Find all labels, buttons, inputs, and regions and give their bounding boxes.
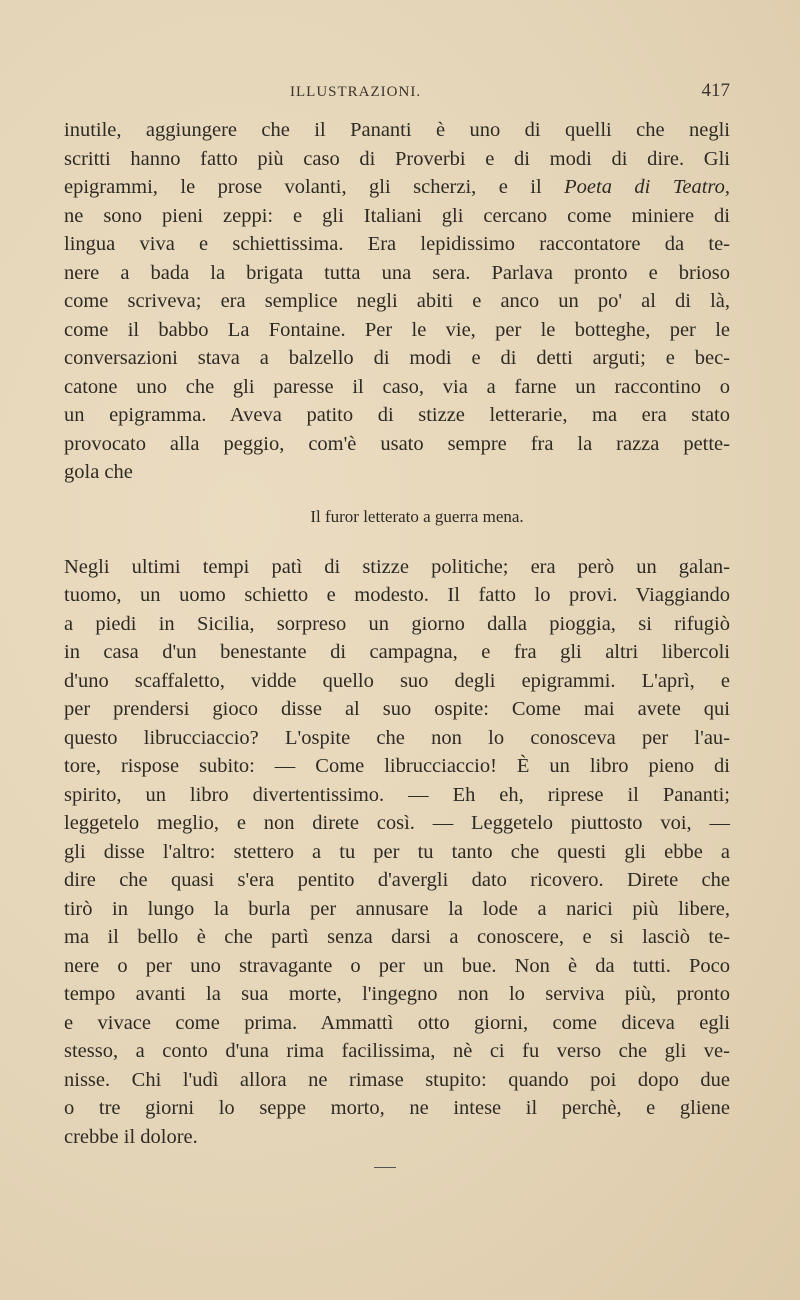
text-line: gli disse l'altro: stettero a tu per tu tanto che questi gli ebbe a <box>64 840 730 863</box>
paragraph-1 <box>64 116 730 487</box>
text-line: nere a bada la brigata tutta una sera. Parlava pronto e brioso <box>64 261 730 284</box>
text-line: ma il bello è che partì senza darsi a conoscere, e si lasciò te- <box>64 926 730 948</box>
text-line: lingua viva e schiettissima. Era lepidissimo raccontatore da te- <box>64 233 730 255</box>
running-title: ILLUSTRAZIONI. <box>290 84 422 100</box>
text-line: tore, rispose subito: — Come librucciaccio! È un libro pieno di <box>64 755 730 777</box>
book-page <box>64 78 730 1168</box>
text-line: dire che quasi s'era pentito d'avergli dato ricovero. Direte che <box>64 869 730 891</box>
text-line: catone uno che gli paresse il caso, via a farne un raccontino o <box>64 375 730 398</box>
text-line: come scriveva; era semplice negli abiti e anco un po' al di là, <box>64 290 730 312</box>
text-line: tirò in lungo la burla per annusare la lode a narici più libere, <box>64 897 730 920</box>
text-segment: , <box>724 176 730 198</box>
text-line: tempo avanti la sua morte, l'ingegno non lo serviva più, pronto <box>64 983 730 1005</box>
text-line: un epigramma. Aveva patito di stizze letterarie, ma era stato <box>64 404 730 426</box>
paragraph-2 <box>64 553 730 1152</box>
verse-quote: Il furor letterato a guerra mena. <box>310 506 524 526</box>
text-line: scritti hanno fatto più caso di Proverbi e di modi di dire. Gli <box>64 147 730 170</box>
text-line: o tre giorni lo seppe morto, ne intese il perchè, e gliene <box>64 1097 730 1119</box>
text-line: questo librucciaccio? L'ospite che non lo conosceva per l'au- <box>64 726 730 749</box>
text-line: crebbe il dolore. <box>64 1125 198 1148</box>
text-line: ne sono pieni zeppi: e gli Italiani gli cercano come miniere di <box>64 204 730 227</box>
text-line: nere o per uno stravagante o per un bue. Non è da tutti. Poco <box>64 954 730 977</box>
text-line: nisse. Chi l'udì allora ne rimase stupito: quando poi dopo due <box>64 1068 730 1091</box>
page-number: 417 <box>701 80 730 101</box>
text-line: provocato alla peggio, com'è usato sempre fra la razza pette- <box>64 432 730 455</box>
end-rule <box>374 1167 396 1168</box>
text-line: conversazioni stava a balzello di modi e di detti arguti; e bec- <box>64 347 730 369</box>
text-line <box>64 173 730 202</box>
text-line: leggetelo meglio, e non direte così. — Leggetelo piuttosto voi, — <box>64 812 730 834</box>
text-line: come il babbo La Fontaine. Per le vie, per le botteghe, per le <box>64 318 730 341</box>
text-line: per prendersi gioco disse al suo ospite: Come mai avete qui <box>64 698 730 720</box>
text-line: stesso, a conto d'una rima facilissima, nè ci fu verso che gli ve- <box>64 1040 730 1062</box>
text-line: tuomo, un uomo schietto e modesto. Il fatto lo provi. Viaggiando <box>64 584 730 606</box>
text-line: e vivace come prima. Ammattì otto giorni, come diceva egli <box>64 1011 730 1034</box>
italic-title: Poeta di Teatro <box>564 176 725 198</box>
text-line: inutile, aggiungere che il Pananti è uno di quelli che negli <box>64 119 730 141</box>
text-line: a piedi in Sicilia, sorpreso un giorno dalla pioggia, si rifugiò <box>64 612 730 635</box>
text-line: gola che <box>64 461 133 483</box>
text-line: Negli ultimi tempi patì di stizze politiche; era però un galan- <box>64 555 730 578</box>
text-line: in casa d'un benestante di campagna, e fra gli altri libercoli <box>64 641 730 663</box>
text-line: d'uno scaffaletto, vidde quello suo degli epigrammi. L'aprì, e <box>64 669 730 692</box>
text-segment: epigrammi, le prose volanti, gli scherzi, e il <box>64 176 565 198</box>
text-line: spirito, un libro divertentissimo. — Eh eh, riprese il Pananti; <box>64 783 730 806</box>
running-head <box>64 78 730 108</box>
